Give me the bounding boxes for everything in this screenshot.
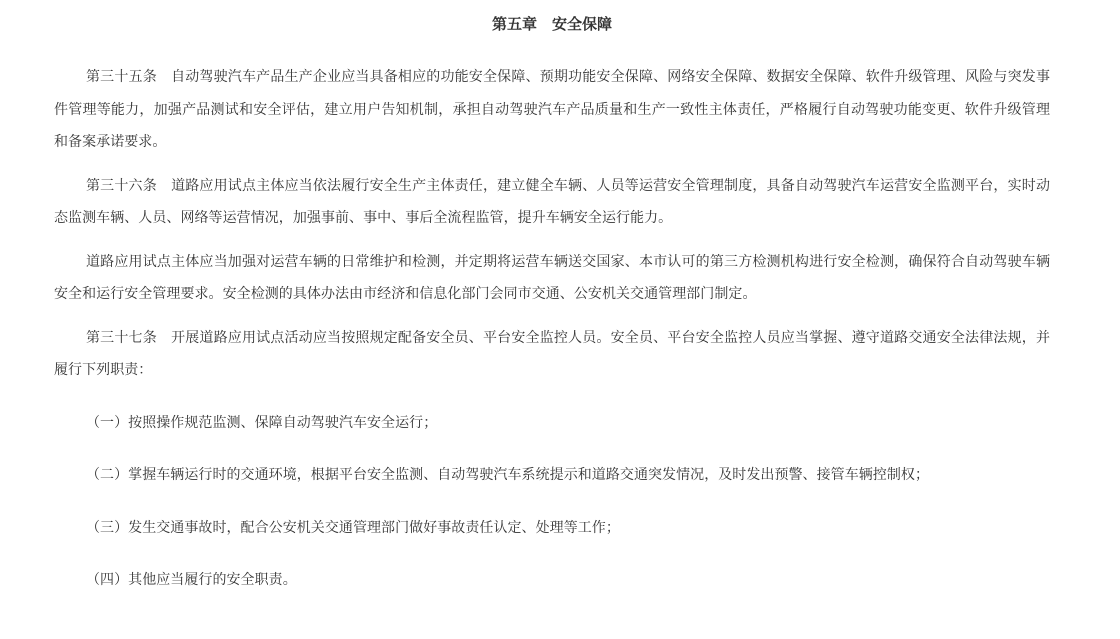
duty-item-1: （一）按照操作规范监测、保障自动驾驶汽车安全运行；	[86, 414, 438, 431]
duty-item-2: （二）掌握车辆运行时的交通环境，根据平台安全监测、自动驾驶汽车系统提示和道路交通突发情况，及时发出预警、接管车辆控制权；	[86, 467, 929, 483]
article-36-second-paragraph: 道路应用试点主体应当加强对运营车辆的日常维护和检测，并定期将运营车辆送交国家、本市认可的第三方检测机构进行安全检测，确保符合自动驾驶车辆安全和运行安全管理要求。安全检测的具体办法由市经济和信息化部门会同市交通、公安机关交通管理部门制定。	[54, 253, 1050, 302]
article-36-paragraph: 第三十六条 道路应用试点主体应当依法履行安全生产主体责任，建立健全车辆、人员等运营安全管理制度，具备自动驾驶汽车运营安全监测平台，实时动态监测车辆、人员、网络等运营情况，加强事前、事中、事后全流程监管，提升车辆安全运行能力。	[54, 177, 1050, 226]
chapter-title: 第五章 安全保障	[491, 15, 612, 33]
duty-item-3: （三）发生交通事故时，配合公安机关交通管理部门做好事故责任认定、处理等工作；	[86, 519, 620, 536]
article-37-paragraph: 第三十七条 开展道路应用试点活动应当按照规定配备安全员、平台安全监控人员。安全员、平台安全监控人员应当掌握、遵守道路交通安全法律法规，并履行下列职责：	[54, 329, 1050, 378]
article-35-paragraph: 第三十五条 自动驾驶汽车产品生产企业应当具备相应的功能安全保障、预期功能安全保障、网络安全保障、数据安全保障、软件升级管理、风险与突发事件管理等能力，加强产品测试和安全评估，建立用户告知机制，承担自动驾驶汽车产品质量和生产一致性主体责任，严格履行自动驾驶功能变更、软件升级管理和备案承诺要求。	[54, 69, 1050, 150]
document-body	[54, 0, 1050, 597]
duty-item-4: （四）其他应当履行的安全职责。	[86, 572, 297, 588]
